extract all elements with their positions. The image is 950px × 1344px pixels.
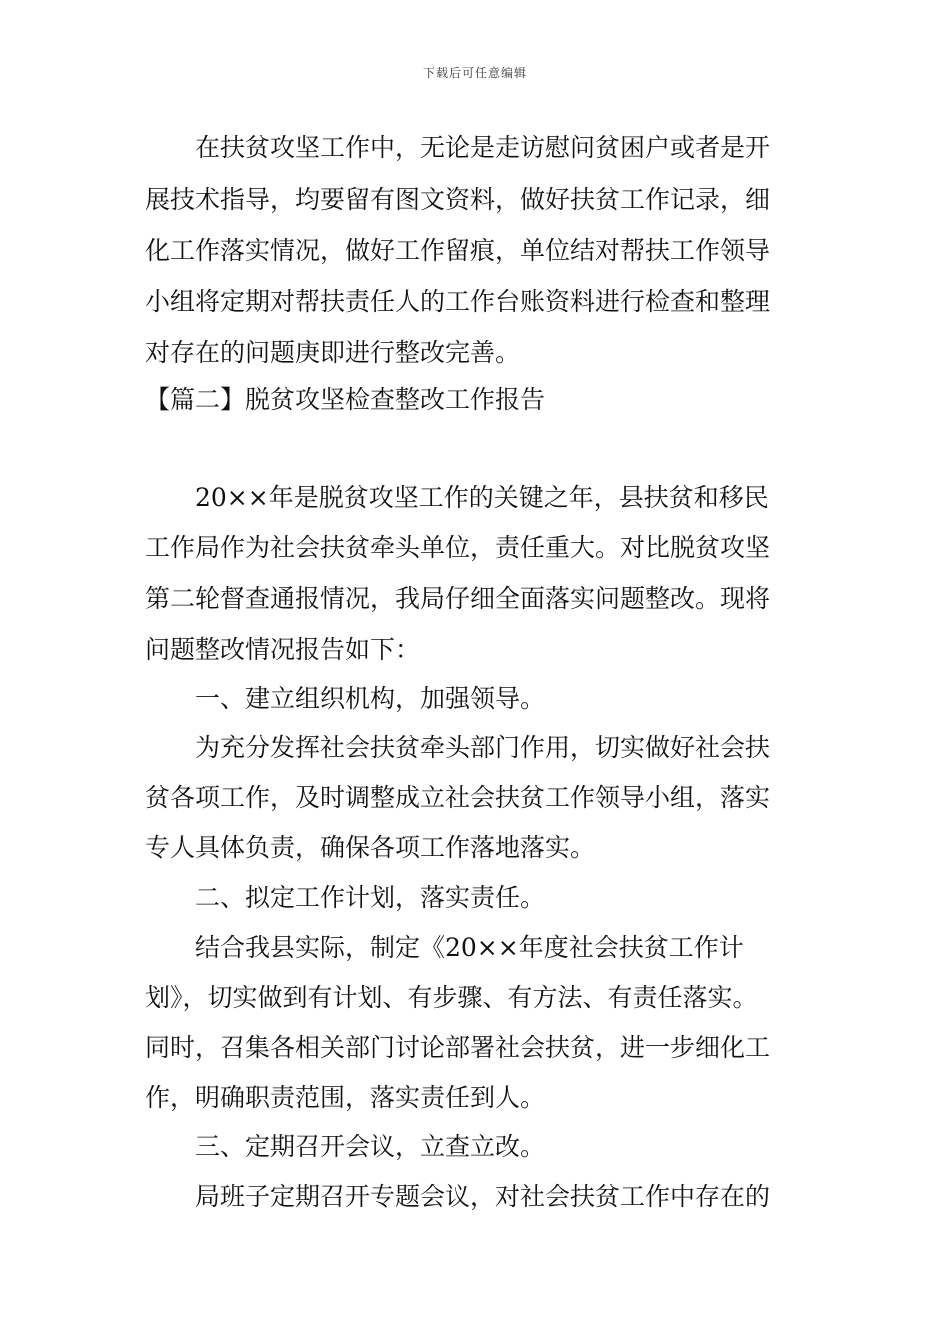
subheading: 一、建立组织机构，加强领导。 [195, 684, 546, 713]
paragraph-line: 结合我县实际，制定《20××年度社会扶贫工作计 [195, 933, 744, 962]
paragraph-line: 工作局作为社会扶贫牵头单位，责任重大。对比脱贫攻坚 [145, 533, 771, 562]
subheading: 三、定期召开会议，立查立改。 [195, 1132, 546, 1161]
paragraph-line: 第二轮督查通报情况，我局仔细全面落实问题整改。现将 [145, 584, 771, 613]
paragraph-line: 问题整改情况报告如下： [145, 635, 421, 664]
paragraph-line: 在扶贫攻坚工作中，无论是走访慰问贫困户或者是开 [195, 133, 771, 162]
section-heading: 【篇二】脱贫攻坚检查整改工作报告 [145, 385, 546, 414]
paragraph-line: 专人具体负责，确保各项工作落地落实。 [145, 833, 596, 862]
paragraph-line: 化工作落实情况，做好工作留痕，单位结对帮扶工作领导 [145, 236, 771, 265]
paragraph-line: 小组将定期对帮扶责任人的工作台账资料进行检查和整理 [145, 287, 771, 316]
page-header: 下载后可任意编辑 [422, 66, 527, 80]
paragraph-line: 局班子定期召开专题会议，对社会扶贫工作中存在的 [195, 1182, 771, 1211]
paragraph-line: 贫各项工作，及时调整成立社会扶贫工作领导小组，落实 [145, 783, 771, 812]
subheading: 二、拟定工作计划，落实责任。 [195, 883, 546, 912]
paragraph-line: 划》，切实做到有计划、有步骤、有方法、有责任落实。 [145, 983, 758, 1012]
paragraph-line: 对存在的问题庚即进行整改完善。 [145, 338, 521, 367]
paragraph-line: 20××年是脱贫攻坚工作的关键之年，县扶贫和移民 [195, 483, 769, 512]
paragraph-line: 作，明确职责范围，落实责任到人。 [145, 1083, 546, 1112]
paragraph-line: 为充分发挥社会扶贫牵头部门作用，切实做好社会扶 [195, 733, 771, 762]
paragraph-line: 同时，召集各相关部门讨论部署社会扶贫，进一步细化工 [145, 1033, 771, 1062]
paragraph-line: 展技术指导，均要留有图文资料，做好扶贫工作记录，细 [145, 185, 771, 214]
